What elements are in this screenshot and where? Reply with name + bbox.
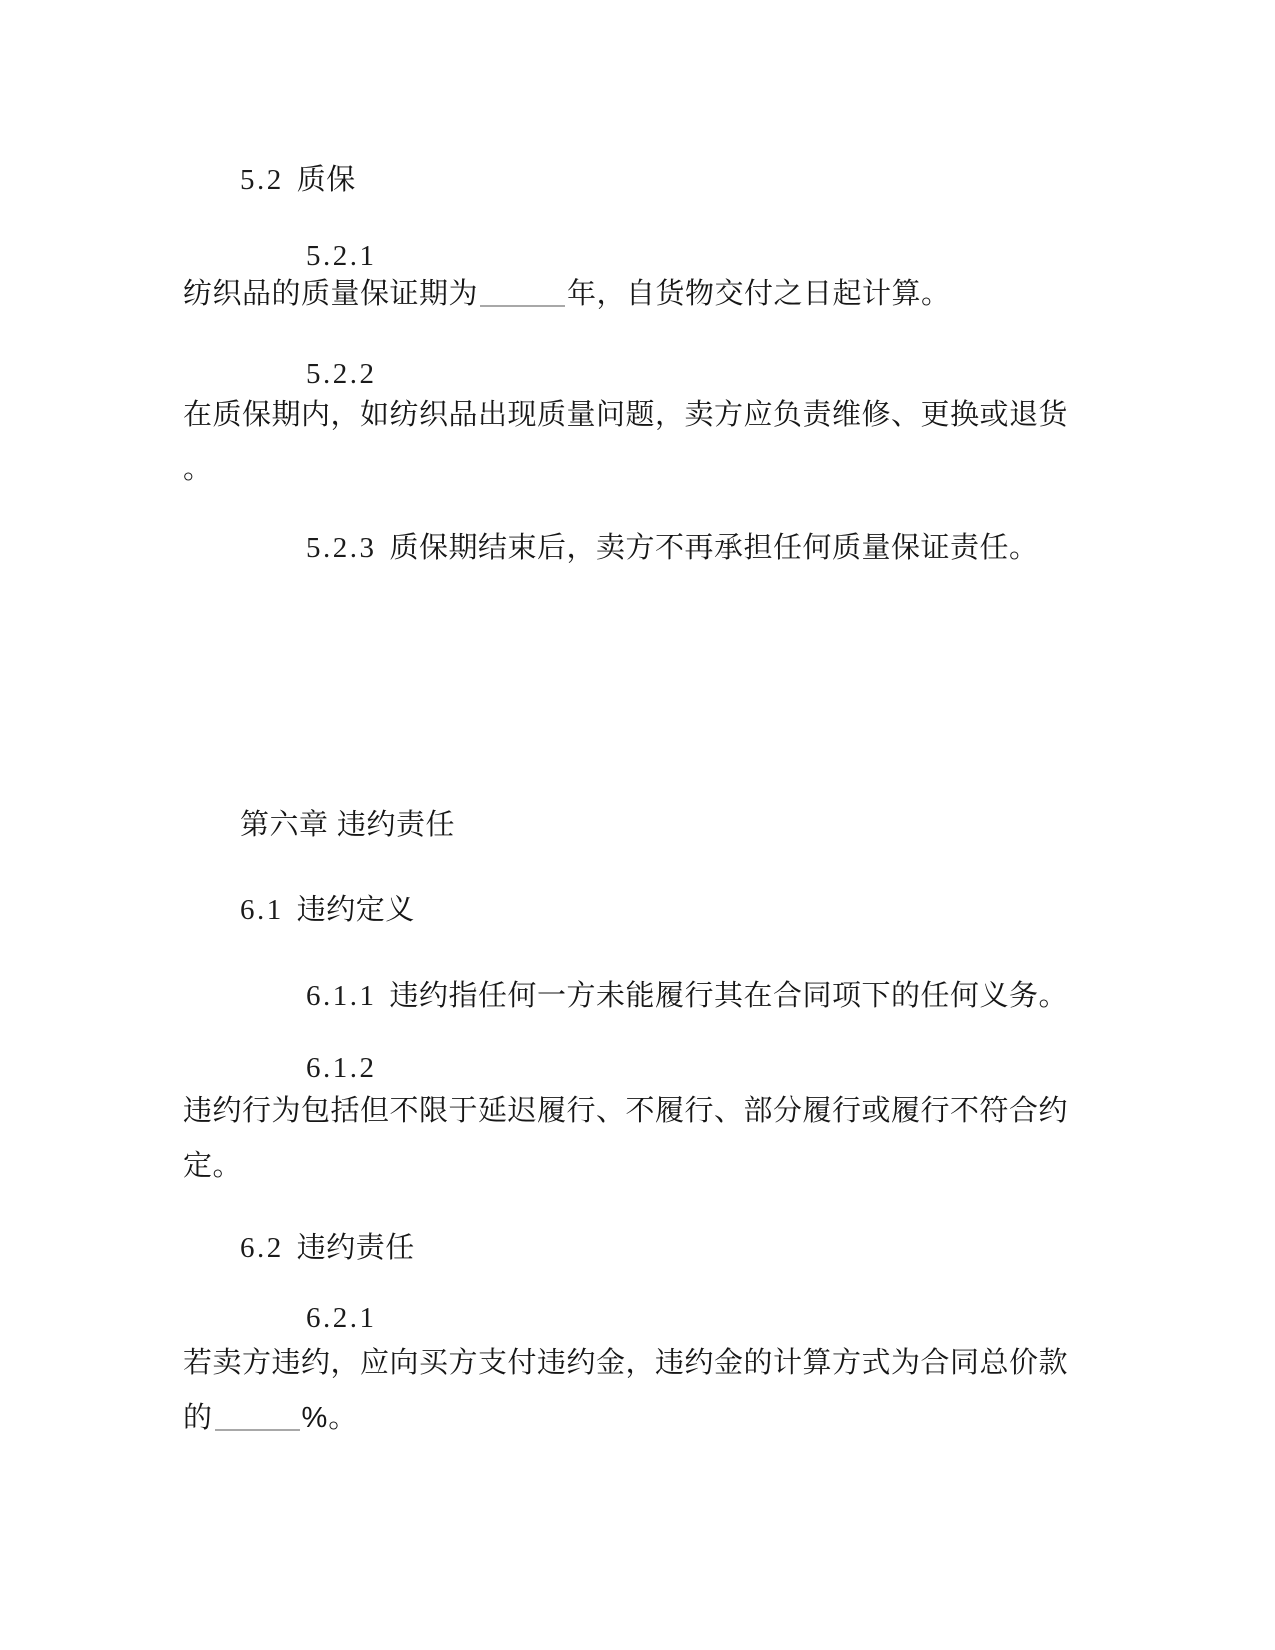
heading-5-2-title: 质保 (296, 164, 356, 196)
clause-number-5-2-2: 5.2.2 (306, 358, 377, 390)
clause-6-2-1-line2 (183, 1401, 358, 1435)
heading-6-1 (240, 893, 415, 927)
heading-6-2 (240, 1231, 415, 1265)
clause-number-6-1-2: 6.1.2 (306, 1052, 377, 1084)
warranty-years-blank[interactable] (480, 285, 565, 307)
clause-5-2-1-text (183, 277, 951, 311)
clause-6-2-1-line2-after: %。 (301, 1402, 359, 1434)
chapter-6-heading: 第六章 违约责任 (240, 809, 456, 841)
clause-6-1-1-number: 6.1.1 (306, 980, 377, 1012)
clause-5-2-1-text-after: 年，自货物交付之日起计算。 (567, 278, 951, 310)
clause-6-2-1-line1: 若卖方违约，应向买方支付违约金，违约金的计算方式为合同总价款 (183, 1347, 1069, 1379)
clause-6-2-1-line2-before: 的 (183, 1402, 213, 1434)
clause-5-2-3 (306, 531, 1039, 565)
clause-number-6-2-1: 6.2.1 (306, 1302, 377, 1334)
clause-6-1-1-text: 违约指任何一方未能履行其在合同项下的任何义务。 (389, 980, 1069, 1012)
heading-6-1-title: 违约定义 (296, 894, 415, 926)
clause-6-1-2-line1: 违约行为包括但不限于延迟履行、不履行、部分履行或履行不符合约 (183, 1095, 1069, 1127)
penalty-percentage-blank[interactable] (215, 1409, 300, 1431)
heading-6-1-number: 6.1 (240, 894, 284, 926)
clause-6-1-1 (306, 979, 1068, 1013)
clause-5-2-3-number: 5.2.3 (306, 532, 377, 564)
clause-5-2-3-text: 质保期结束后，卖方不再承担任何质量保证责任。 (389, 532, 1039, 564)
clause-5-2-2-line1: 在质保期内，如纺织品出现质量问题，卖方应负责维修、更换或退货 (183, 399, 1069, 431)
clause-5-2-2-line2: 。 (183, 453, 213, 485)
clause-6-1-2-line2: 定。 (183, 1150, 243, 1182)
clause-5-2-1-text-before: 纺织品的质量保证期为 (183, 278, 479, 310)
heading-6-2-number: 6.2 (240, 1232, 284, 1264)
heading-5-2-number: 5.2 (240, 164, 284, 196)
heading-6-2-title: 违约责任 (296, 1232, 415, 1264)
heading-5-2 (240, 163, 356, 197)
clause-number-5-2-1: 5.2.1 (306, 240, 377, 272)
